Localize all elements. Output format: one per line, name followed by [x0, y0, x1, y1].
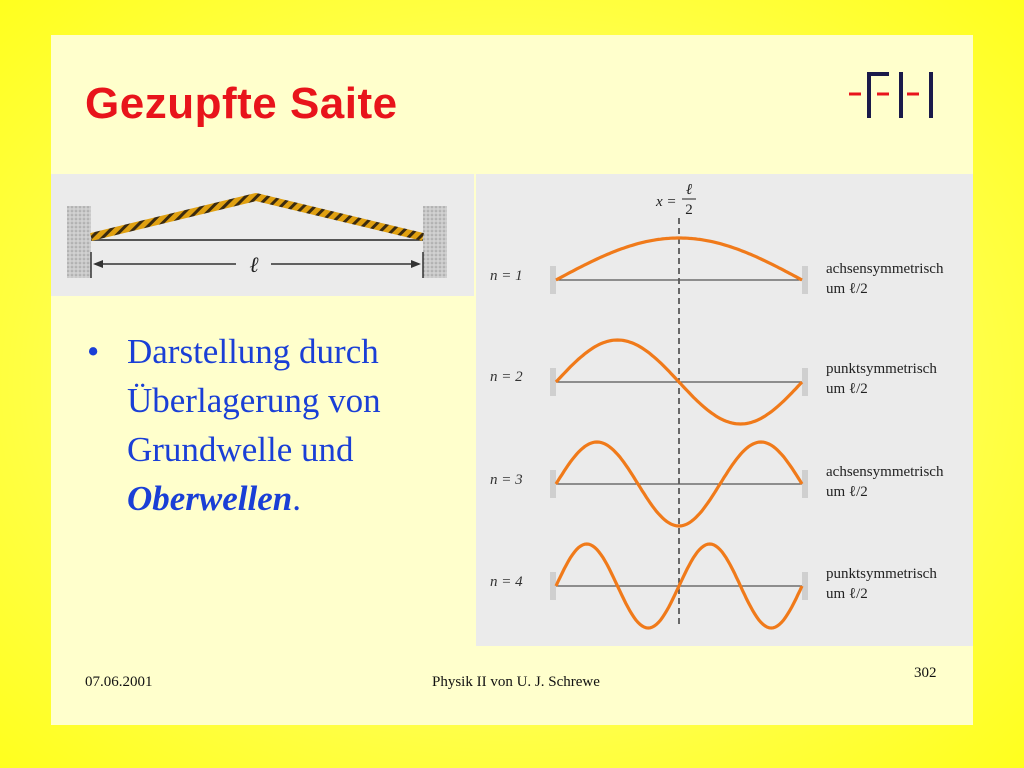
midline-label-x: x = — [656, 194, 677, 210]
midline-label-num: ℓ — [685, 182, 693, 198]
mode-4-clamp — [550, 572, 556, 600]
fh-logo — [847, 60, 947, 130]
slide-title: Gezupfte Saite — [85, 79, 398, 128]
slide — [51, 35, 973, 725]
bullet-line-3: Grundwelle und — [127, 430, 354, 469]
plucked-string-figure — [51, 174, 474, 296]
bullet-line-1: Darstellung durch — [127, 332, 379, 371]
mode-2-symmetry: punktsymmetrisch um ℓ/2 — [826, 361, 937, 397]
bullet-line-4 — [93, 474, 463, 523]
mode-1-symmetry: achsensymmetrisch um ℓ/2 — [826, 261, 944, 297]
mode-2-clamp — [550, 368, 556, 396]
length-label: ℓ — [249, 252, 259, 277]
mode-3-clamp — [802, 470, 808, 498]
bullet-line-2: Überlagerung von — [127, 381, 381, 420]
mode-3-clamp — [550, 470, 556, 498]
bullet-dot: • — [87, 332, 100, 371]
mode-2-label: n = 2 — [490, 369, 523, 385]
midline-label-den: 2 — [685, 202, 693, 218]
right-clamp — [423, 206, 447, 278]
footer-date: 07.06.2001 — [85, 674, 153, 690]
mode-2-clamp — [802, 368, 808, 396]
bullet-emphasis: Oberwellen — [127, 479, 293, 518]
footer-page: 302 — [914, 665, 937, 681]
mode-4-label: n = 4 — [490, 574, 523, 590]
mode-3-symmetry: achsensymmetrisch um ℓ/2 — [826, 464, 944, 500]
bullet-end: . — [292, 479, 302, 518]
left-clamp — [67, 206, 91, 278]
plucked-string — [91, 197, 423, 237]
mode-1-clamp — [802, 266, 808, 294]
mode-3-label: n = 3 — [490, 472, 523, 488]
bullet-point — [87, 327, 463, 523]
footer-center: Physik II von U. J. Schrewe — [432, 674, 600, 690]
mode-1-label: n = 1 — [490, 268, 523, 284]
mode-1-clamp — [550, 266, 556, 294]
mode-4-clamp — [802, 572, 808, 600]
harmonics-figure — [476, 174, 973, 646]
mode-4-symmetry: punktsymmetrisch um ℓ/2 — [826, 566, 937, 602]
